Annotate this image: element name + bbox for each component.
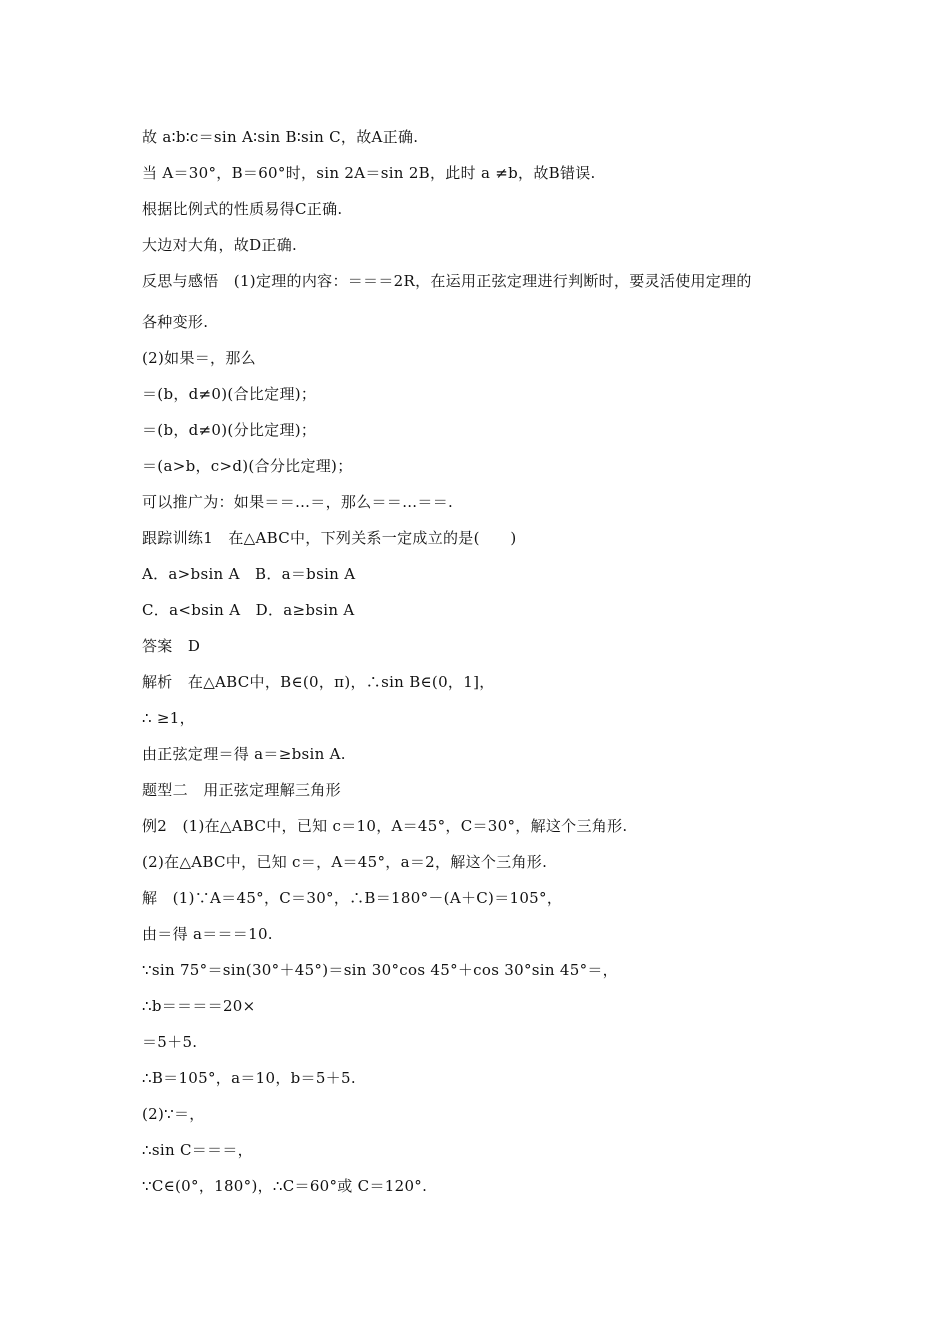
- text-line: ∵C∈(0°，180°)，∴C＝60°或 C＝120°.: [142, 1177, 428, 1195]
- text-line: 可以推广为：如果＝＝…＝，那么＝＝…＝＝.: [142, 493, 454, 511]
- text-line: ∵sin 75°＝sin(30°＋45°)＝sin 30°cos 45°＋cos 30°sin 45°＝，: [142, 961, 618, 979]
- text-line: 答案 D: [142, 637, 201, 655]
- text-line: ＝5＋5.: [142, 1033, 198, 1051]
- text-line: 故 a∶b∶c＝sin A∶sin B∶sin C，故A正确.: [142, 128, 419, 146]
- text-line: C．a<bsin A D．a≥bsin A: [142, 601, 355, 619]
- text-line: (2)在△ABC中，已知 c＝，A＝45°，a＝2，解这个三角形.: [142, 853, 548, 871]
- text-line: (2)如果＝，那么: [142, 349, 256, 367]
- text-line: ∴B＝105°，a＝10，b＝5＋5.: [142, 1069, 356, 1087]
- text-line: ∴sin C＝＝＝，: [142, 1141, 253, 1159]
- text-line: 根据比例式的性质易得C正确.: [142, 200, 343, 218]
- text-line: ∴b＝＝＝＝20×: [142, 997, 256, 1015]
- text-line: 解析 在△ABC中，B∈(0，π)，∴sin B∈(0，1]，: [142, 673, 495, 691]
- text-line: 解 (1)∵A＝45°，C＝30°，∴B＝180°－(A＋C)＝105°，: [142, 889, 563, 907]
- text-line: 例2 (1)在△ABC中，已知 c＝10，A＝45°，C＝30°，解这个三角形.: [142, 817, 628, 835]
- text-line: (2)∵＝，: [142, 1105, 205, 1123]
- text-line: ＝(b，d≠0)(分比定理)；: [142, 421, 317, 439]
- text-line: 由正弦定理＝得 a＝≥bsin A.: [142, 745, 346, 763]
- text-line: 跟踪训练1 在△ABC中，下列关系一定成立的是( ): [142, 529, 517, 547]
- text-line: 题型二 用正弦定理解三角形: [142, 781, 341, 799]
- text-line: ∴ ≥1，: [142, 709, 195, 727]
- text-line: 当 A＝30°，B＝60°时，sin 2A＝sin 2B，此时 a ≠b，故B错误.: [142, 164, 596, 182]
- text-line: ＝(b，d≠0)(合比定理)；: [142, 385, 317, 403]
- text-line: 大边对大角，故D正确.: [142, 236, 298, 254]
- text-line: A．a>bsin A B．a＝bsin A: [142, 565, 356, 583]
- text-line: 各种变形.: [142, 313, 209, 331]
- text-line: ＝(a>b，c>d)(合分比定理)；: [142, 457, 353, 475]
- text-line: 反思与感悟 (1)定理的内容：＝＝＝2R，在运用正弦定理进行判断时，要灵活使用定理的: [142, 272, 752, 290]
- text-line: 由＝得 a＝＝＝10.: [142, 925, 273, 943]
